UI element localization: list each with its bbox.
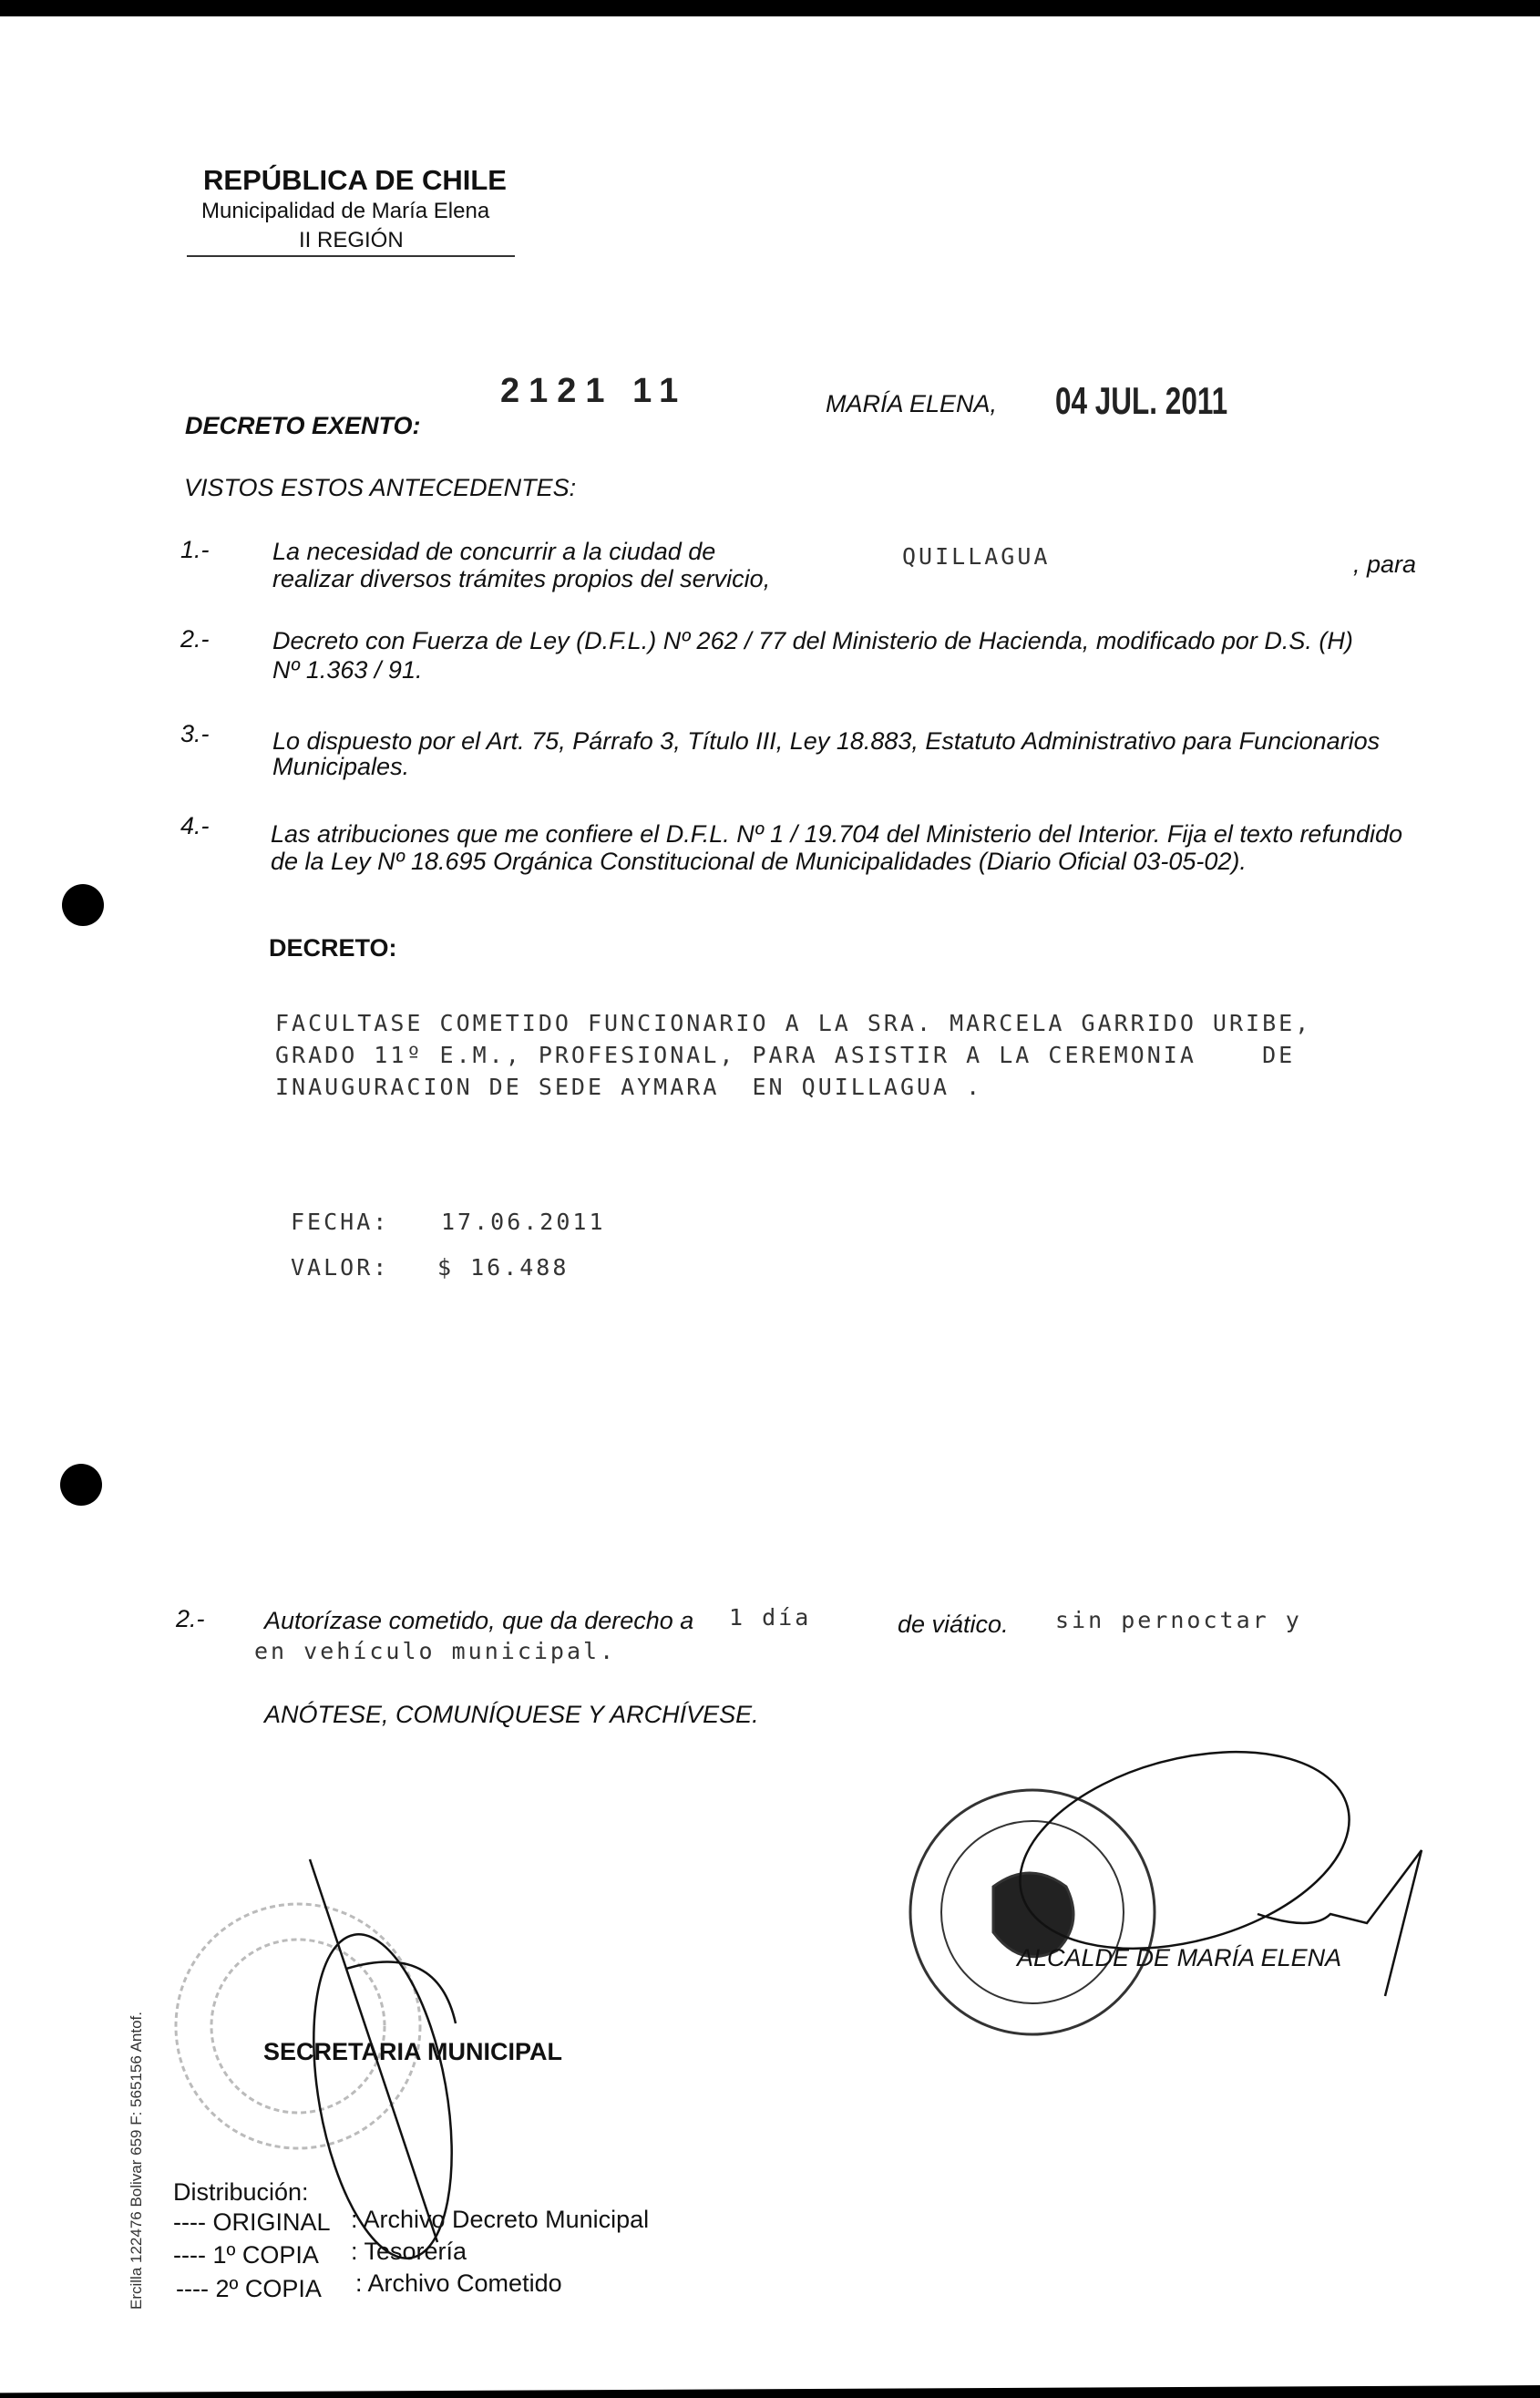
item-number: 4.-: [180, 812, 210, 839]
valor-label: VALOR:: [291, 1254, 390, 1281]
extra-field: sin pernoctar y: [1055, 1607, 1302, 1633]
alcalde-signature-label: ALCALDE DE MARÍA ELENA: [1017, 1944, 1342, 1971]
item-number: 1.-: [180, 536, 210, 563]
decreto-body-line: FACULTASE COMETIDO FUNCIONARIO A LA SRA. MARCELA GARRIDO URIBE,: [275, 1010, 1312, 1036]
printer-note: Ercilla 122476 Bolivar 659 F: 565156 Antof.: [128, 2012, 145, 2310]
municipality-name: Municipalidad de María Elena: [201, 199, 490, 223]
item-number: 2.-: [180, 625, 210, 653]
decree-number: 2121 11: [500, 372, 688, 410]
item-text: Municipales.: [272, 753, 410, 780]
signature: [292, 1719, 1422, 2269]
item-text: de la Ley Nº 18.695 Orgánica Constitucional de Municipalidades (Diario Oficial 03-05-02).: [271, 848, 1247, 875]
vistos-title: VISTOS ESTOS ANTECEDENTES:: [184, 474, 577, 501]
distribution-dest: : Archivo Decreto Municipal: [351, 2206, 650, 2233]
decreto-body-line: INAUGURACION DE SEDE AYMARA EN QUILLAGUA .: [275, 1074, 983, 1100]
decreto-body-line: GRADO 11º E.M., PROFESIONAL, PARA ASISTIR A LA CEREMONIA DE: [275, 1042, 1296, 1068]
days-field: 1 día: [729, 1604, 812, 1631]
secretaria-stamp: [176, 1904, 420, 2148]
item2-line2: en vehículo municipal.: [254, 1638, 617, 1664]
distribution-title: Distribución:: [173, 2178, 309, 2206]
place: MARÍA ELENA,: [826, 390, 998, 417]
item-text: realizar diversos trámites propios del servicio,: [272, 565, 771, 592]
viatico-text: de viático.: [898, 1611, 1009, 1638]
item-text: Nº 1.363 / 91.: [272, 656, 423, 684]
item2-text: Autorízase cometido, que da derecho a: [264, 1607, 694, 1634]
country-title: REPÚBLICA DE CHILE: [203, 164, 507, 196]
item-number: 3.-: [180, 720, 210, 747]
distribution-copy: ---- 1º COPIA: [173, 2241, 319, 2269]
valor-value: $ 16.488: [437, 1254, 570, 1281]
region: II REGIÓN: [299, 228, 404, 252]
item-text: Lo dispuesto por el Art. 75, Párrafo 3, Título III, Ley 18.883, Estatuto Administrativo para Funcionarios: [272, 727, 1381, 755]
city-field: QUILLAGUA: [902, 543, 1051, 570]
fecha-label: FECHA:: [291, 1209, 390, 1235]
item-text: Las atribuciones que me confiere el D.F.L. Nº 1 / 19.704 del Ministerio del Interior. Fija el texto refundido: [271, 820, 1403, 848]
secretaria-signature-label: SECRETARIA MUNICIPAL: [263, 2038, 562, 2065]
decree-type: DECRETO EXENTO:: [185, 412, 421, 439]
closing-text: ANÓTESE, COMUNÍQUESE Y ARCHÍVESE.: [264, 1701, 759, 1728]
distribution-dest: : Archivo Cometido: [355, 2269, 562, 2297]
decreto-title: DECRETO:: [269, 934, 397, 962]
item-text: Decreto con Fuerza de Ley (D.F.L.) Nº 262 / 77 del Ministerio de Hacienda, modificado por D.S. (H): [272, 627, 1353, 654]
distribution-copy: ---- ORIGINAL: [173, 2208, 331, 2236]
distribution-dest: : Tesorería: [351, 2238, 467, 2265]
item-text: , para: [1353, 551, 1417, 578]
decree-date: 04 JUL. 2011: [1055, 379, 1228, 422]
fecha-value: 17.06.2011: [441, 1209, 606, 1235]
item2-number: 2.-: [176, 1605, 205, 1632]
distribution-copy: ---- 2º COPIA: [176, 2275, 322, 2302]
alcaldia-stamp: [910, 1790, 1155, 2034]
item-text: La necesidad de concurrir a la ciudad de: [272, 538, 716, 565]
